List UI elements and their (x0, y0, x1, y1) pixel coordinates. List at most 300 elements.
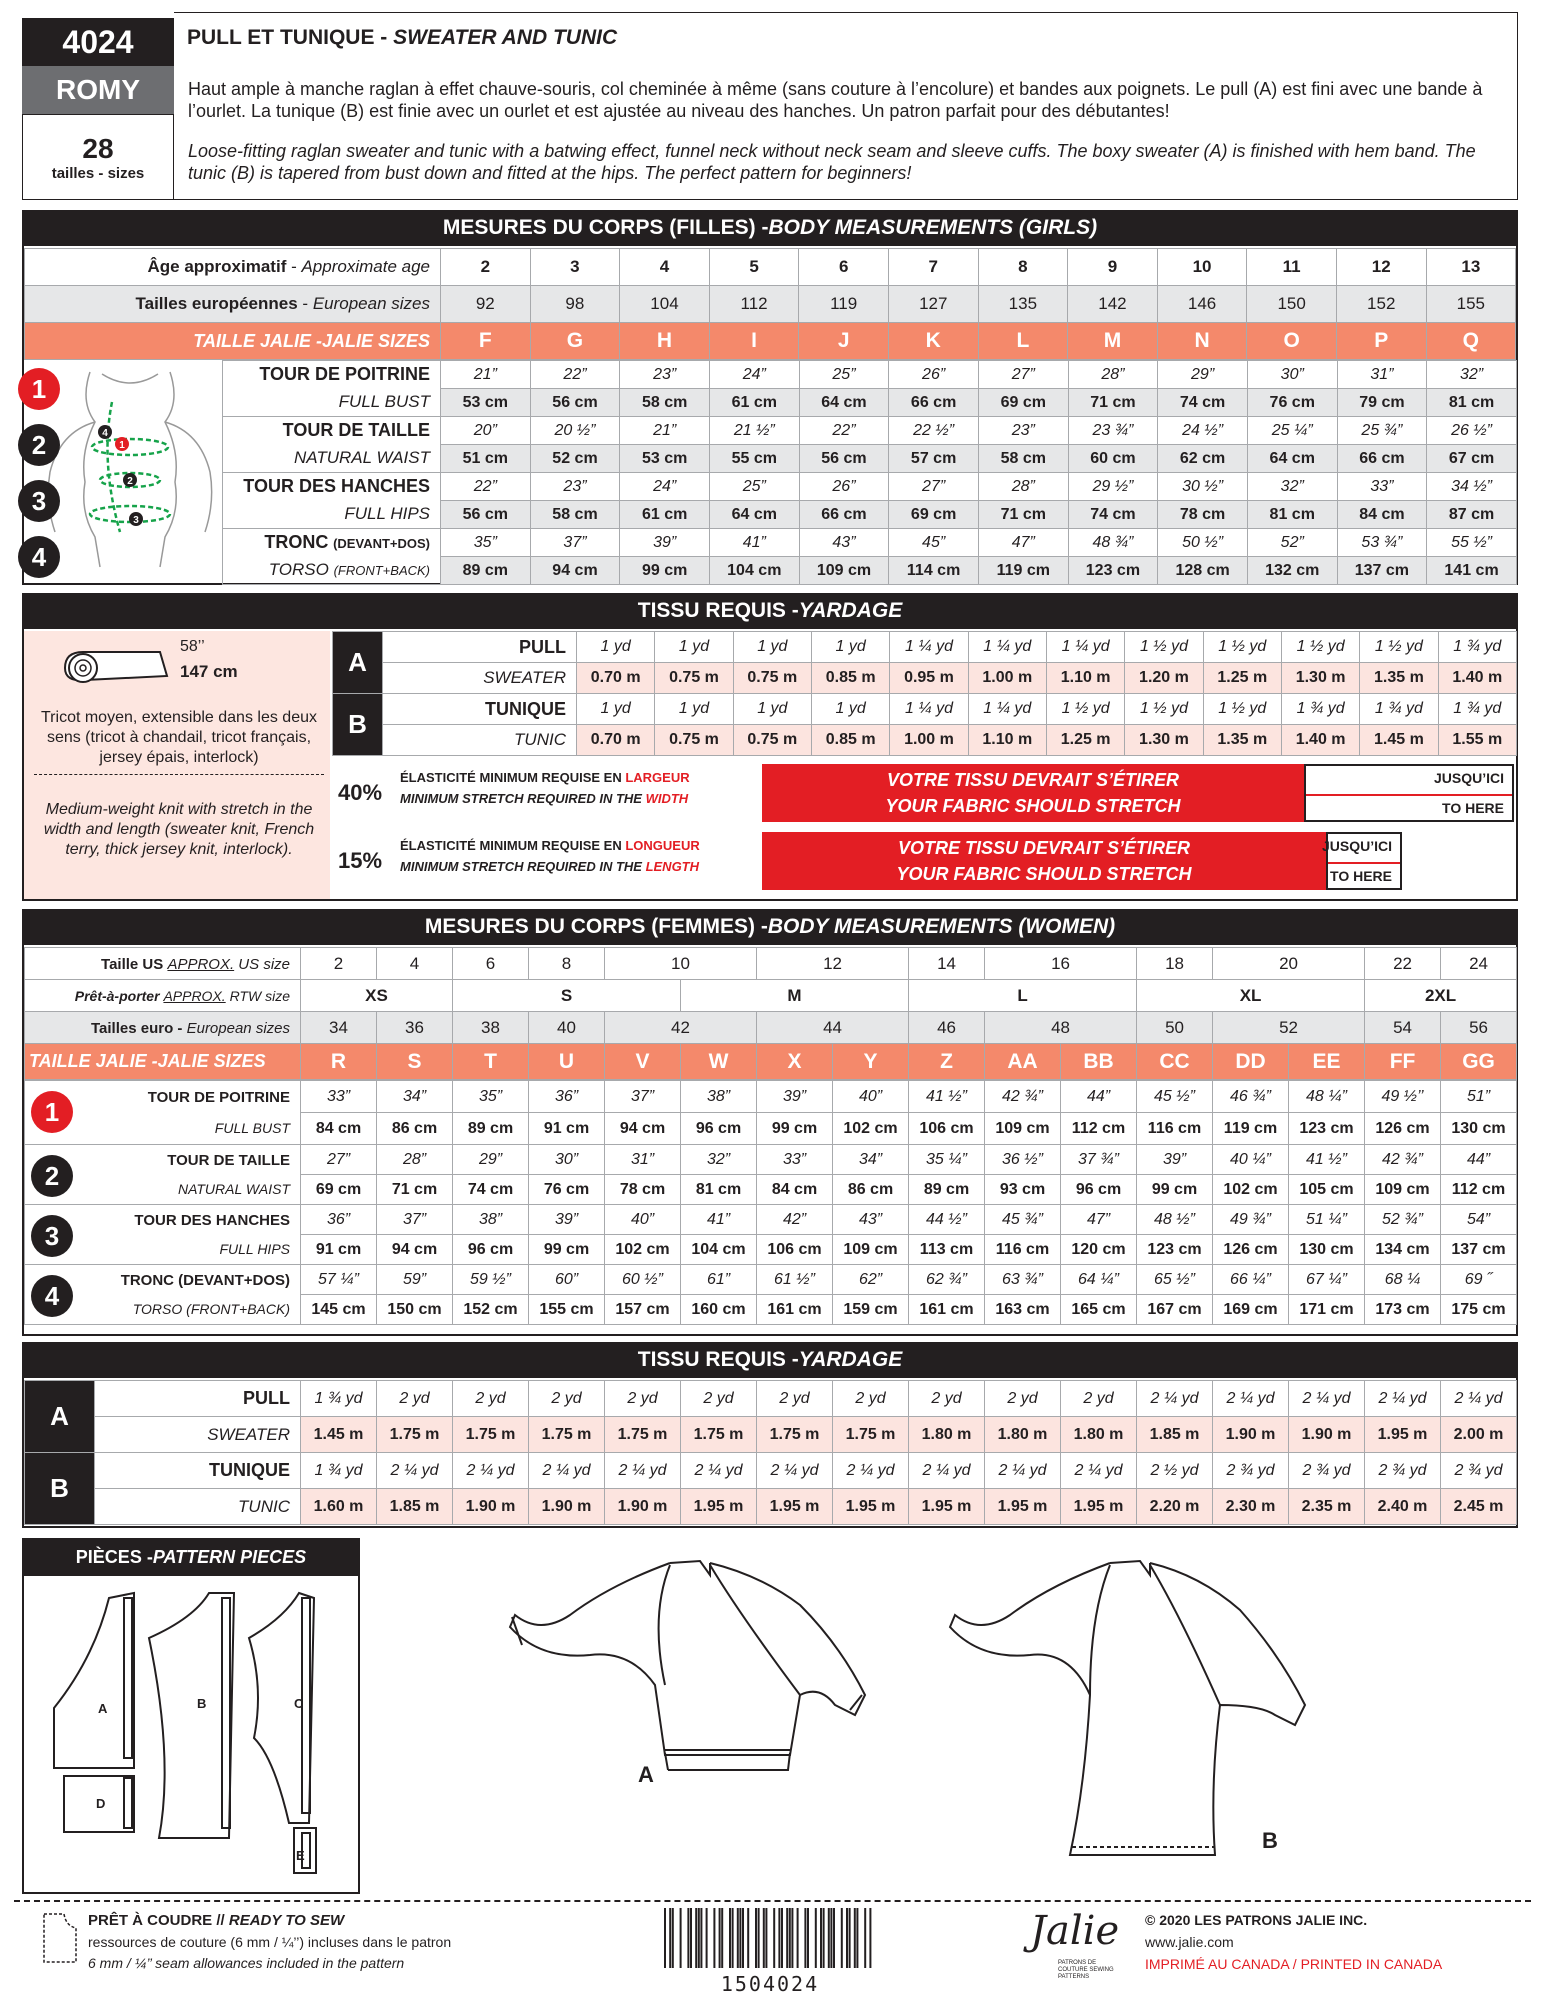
women-yardage-cell: 1.60 m (301, 1489, 377, 1525)
women-jalie-cell: R (301, 1044, 377, 1080)
view-a-label: A (638, 1762, 654, 1787)
women-measure-cell: 47” (1061, 1205, 1137, 1235)
barcode-bar (721, 1908, 723, 1968)
women-yardage-cell: 1 ¾ yd (301, 1381, 377, 1417)
stretch-bar (762, 832, 1326, 890)
women-measure-cell: 38” (453, 1205, 529, 1235)
women-measure-cell: 161 cm (757, 1295, 833, 1325)
stretch-fr: ÉLASTICITÉ MINIMUM REQUISE EN (400, 770, 626, 785)
girls-yardage-cell: 0.85 m (811, 725, 889, 756)
women-euro-cell: 48 (985, 1012, 1137, 1044)
girls-yardage-cell: 1 ¾ yd (1281, 694, 1359, 725)
wy-title-en: YARDAGE (798, 1348, 903, 1371)
women-measure-cell: 44” (1061, 1081, 1137, 1113)
girls-measure-cell: 28” (978, 473, 1068, 501)
girls-measure-cell: 25” (709, 473, 799, 501)
girls-yardage-table (332, 631, 1517, 756)
women-measure-cell: 39” (757, 1081, 833, 1113)
girls-yardage-cell: 0.95 m (890, 663, 968, 694)
women-us-cell: 10 (605, 948, 757, 980)
barcode-bar (672, 1908, 674, 1968)
women-yardage-row (25, 1489, 1517, 1525)
barcode-bar (846, 1908, 848, 1968)
yardage-label-en: SWEATER (207, 1424, 290, 1444)
girls-measurements-title (22, 210, 1518, 246)
women-euro-cell: 36 (377, 1012, 453, 1044)
description-fr: Haut ample à manche raglan à effet chauve-souris, col cheminée à même (sans couture à l’encolure) et bandes aux poignets. Le pull (A) est fini avec une bande à l’ourlet. La tunique (B) est finie avec un ourlet et est ajustée au niveau des hanches. Un patron parfait pour des débutantes! (188, 79, 1483, 121)
girls-jalie-cell: O (1247, 323, 1337, 360)
women-measure-cell: 36 ½” (985, 1145, 1061, 1175)
girls-measure-cell: 52” (1247, 529, 1337, 557)
yardage-label (383, 632, 577, 663)
girls-measure-cell: 132 cm (1247, 557, 1337, 585)
women-rtw-cell: 2XL (1365, 980, 1517, 1012)
girls-yardage-title (22, 593, 1518, 629)
measure-label-en: NATURAL WAIST (177, 1181, 290, 1198)
women-measure-cell: 109 cm (1365, 1175, 1441, 1205)
stretch-text-en (400, 791, 688, 806)
stretch-text-en (400, 859, 699, 874)
women-measure-cell: 54” (1441, 1205, 1517, 1235)
girls-measure-cell: 58 cm (530, 501, 620, 529)
piece-label-b: B (197, 1696, 207, 1711)
girls-measure-cell: 57 cm (889, 445, 979, 473)
girls-yardage-row (333, 694, 1517, 725)
women-measure-cell: 105 cm (1289, 1175, 1365, 1205)
women-measure-cell: 33” (757, 1145, 833, 1175)
girls-measure-cell: 81 cm (1427, 389, 1517, 417)
women-yardage-cell: 2 ¼ yd (757, 1453, 833, 1489)
body-figure-illustration (40, 362, 220, 572)
view-letter: A (25, 1381, 95, 1453)
girls-measure-cell: 23” (530, 473, 620, 501)
girls-title-en: BODY MEASUREMENTS (GIRLS) (768, 216, 1098, 239)
women-measure-cell: 34” (377, 1081, 453, 1113)
description-en: Loose-fitting raglan sweater and tunic with a batwing effect, funnel neck without neck seam and sleeve cuffs. The boxy sweater (A) is finished with hem band. The tunic (B) is tapered from bust down and fitted at the hips. The perfect pattern for beginners! (188, 141, 1476, 183)
women-us-cell: 16 (985, 948, 1137, 980)
arrow-right-icon (1328, 862, 1400, 864)
women-measure-cell: 157 cm (605, 1295, 681, 1325)
women-euro-cell: 54 (1365, 1012, 1441, 1044)
girls-euro-cell: 142 (1068, 286, 1158, 323)
piece-label-d: D (96, 1796, 106, 1811)
seam-allowance-fr: ressources de couture (6 mm / ¼’’) incluses dans le patron (88, 1934, 452, 1950)
stretch-end-en: TO HERE (1330, 868, 1392, 884)
girls-yardage-cell: 1 yd (811, 632, 889, 663)
girls-row-euro (25, 286, 1516, 323)
women-yardage-cell: 2.20 m (1137, 1489, 1213, 1525)
women-size-table (24, 947, 1517, 1080)
women-measure-cell: 99 cm (1137, 1175, 1213, 1205)
girls-yardage-cell: 1 ½ yd (1046, 694, 1124, 725)
women-yardage-cell: 1.85 m (1137, 1417, 1213, 1453)
ready-en: READY TO SEW (228, 1912, 345, 1929)
stretch-en: MINIMUM STRETCH REQUIRED IN THE (400, 791, 646, 806)
women-yardage-cell: 2 ¼ yd (985, 1453, 1061, 1489)
women-measure-cell: 71 cm (377, 1175, 453, 1205)
yardage-label-fr: TUNIQUE (485, 698, 566, 719)
women-measure-cell: 120 cm (1061, 1235, 1137, 1265)
women-measure-cell: 104 cm (681, 1235, 757, 1265)
stretch-end-fr: JUSQU’ICI (1433, 770, 1504, 786)
stretch-fr-highlight: LONGUEUR (625, 838, 700, 853)
yardage-label (95, 1453, 301, 1489)
women-yardage-cell: 2.35 m (1289, 1489, 1365, 1525)
women-row-us (25, 948, 1517, 980)
girls-measure-cell: 24” (620, 473, 710, 501)
girls-yardage-cell: 0.75 m (733, 663, 811, 694)
women-measure-cell: 93 cm (985, 1175, 1061, 1205)
girls-measure-cell: 24 ½” (1158, 417, 1248, 445)
women-measure-cell: 123 cm (1137, 1235, 1213, 1265)
girls-yardage-cell: 0.75 m (733, 725, 811, 756)
girls-measure-cell: 56 cm (530, 389, 620, 417)
women-euro-cell: 40 (529, 1012, 605, 1044)
stretch-en: MINIMUM STRETCH REQUIRED IN THE (400, 859, 646, 874)
barcode-bar (797, 1908, 799, 1968)
women-measure-row (25, 1145, 1517, 1175)
girls-measure-cell: 33” (1337, 473, 1427, 501)
women-yardage-cell: 2 ¾ yd (1289, 1453, 1365, 1489)
barcode-bar (664, 1908, 666, 1968)
women-measure-cell: 41” (681, 1205, 757, 1235)
wy-title-fr: TISSU REQUIS - (637, 1348, 799, 1371)
measure-label-en-small: (FRONT+BACK) (333, 563, 430, 579)
women-yardage-cell: 1.75 m (757, 1417, 833, 1453)
measure-label (25, 1113, 301, 1145)
girls-yardage-cell: 1.45 m (1360, 725, 1438, 756)
girls-measure-cell: 89 cm (441, 557, 531, 585)
women-measure-cell: 40” (833, 1081, 909, 1113)
girls-measure-cell: 66 cm (799, 501, 889, 529)
women-measure-cell: 112 cm (1061, 1113, 1137, 1145)
girls-jalie-cell: Q (1426, 323, 1516, 360)
women-rtw-cell: S (453, 980, 681, 1012)
girls-ages-cell: 11 (1247, 249, 1337, 286)
barcode-bar (807, 1908, 809, 1968)
women-measure-cell: 49 ½’’ (1365, 1081, 1441, 1113)
women-yardage-cell: 2 yd (605, 1381, 681, 1417)
girls-measure-cell: 71 cm (1068, 389, 1158, 417)
jalie-logo: Jalie (1030, 1908, 1120, 1954)
measure-label-en: FULL BUST (214, 1120, 290, 1137)
women-rtw-cell: M (681, 980, 909, 1012)
barcode-bar (778, 1908, 780, 1968)
women-measure-cell: 130 cm (1441, 1113, 1517, 1145)
yardage-label (95, 1489, 301, 1525)
women-yardage-cell: 2.30 m (1213, 1489, 1289, 1525)
measure-label (223, 389, 441, 417)
us-label-approx: APPROX. (167, 955, 235, 973)
women-yardage-cell: 1.90 m (453, 1489, 529, 1525)
girls-measure-row (223, 501, 1517, 529)
girls-yardage-cell: 1 ½ yd (1125, 694, 1203, 725)
sizes-count-box (22, 114, 174, 200)
row-label: Tailles européennes - European sizes (25, 286, 441, 323)
women-measure-cell: 39” (1137, 1145, 1213, 1175)
title-en: SWEATER AND TUNIC (393, 26, 618, 49)
women-measure-cell: 91 cm (301, 1235, 377, 1265)
barcode-bar (804, 1908, 806, 1968)
website[interactable]: www.jalie.com (1145, 1934, 1234, 1950)
measure-label-en: FULL HIPS (344, 504, 430, 524)
girls-measure-cell: 30” (1247, 361, 1337, 389)
women-jalie-cell: U (529, 1044, 605, 1080)
euro-label-en: European sizes (186, 1019, 290, 1037)
women-measure-cell: 102 cm (605, 1235, 681, 1265)
yardage-label-fr: PULL (519, 636, 566, 657)
women-measure-cell: 41 ½” (1289, 1145, 1365, 1175)
measure-number-icon: 1 (31, 1091, 73, 1133)
women-measure-cell: 113 cm (909, 1235, 985, 1265)
women-measure-cell: 126 cm (1213, 1235, 1289, 1265)
gy-title-en: YARDAGE (798, 599, 903, 622)
girls-row-jalie (25, 323, 1516, 360)
girls-yardage-cell: 1.30 m (1281, 663, 1359, 694)
girls-yardage-cell: 1.00 m (968, 663, 1046, 694)
girls-yardage-cell: 1 ¾ yd (1438, 632, 1516, 663)
girls-size-table (24, 248, 1516, 360)
row-label: TAILLE JALIE -JALIE SIZES (25, 323, 441, 360)
women-measure-cell: 150 cm (377, 1295, 453, 1325)
girls-yardage-cell: 1.35 m (1360, 663, 1438, 694)
girls-yardage-cell: 0.75 m (655, 725, 733, 756)
barcode-bar (841, 1908, 843, 1968)
women-yardage-cell: 1.95 m (833, 1489, 909, 1525)
women-measure-cell: 116 cm (985, 1235, 1061, 1265)
women-measure-cell: 91 cm (529, 1113, 605, 1145)
row-label (25, 1012, 301, 1044)
women-measure-cell: 65 ½” (1137, 1265, 1213, 1295)
barcode-bar (830, 1908, 832, 1968)
pattern-piece-icon (40, 1910, 80, 1966)
women-measure-cell: 69 cm (301, 1175, 377, 1205)
measure-label-en: TORSO (FRONT+BACK) (132, 1301, 290, 1318)
women-measure-cell: 130 cm (1289, 1235, 1365, 1265)
barcode-bar (732, 1908, 734, 1968)
girls-measure-cell: 74 cm (1068, 501, 1158, 529)
girls-jalie-cell: G (530, 323, 620, 360)
yardage-label (95, 1381, 301, 1417)
jalie-logo-subtitle: PATRONS DE COUTURE SEWING PATTERNS (1058, 1960, 1114, 1980)
measure-label-fr: TOUR DE TAILLE (282, 420, 430, 441)
girls-ages-cell: 13 (1426, 249, 1516, 286)
women-measure-cell: 78 cm (605, 1175, 681, 1205)
barcode-bar (791, 1908, 793, 1968)
girls-euro-cell: 146 (1157, 286, 1247, 323)
girls-yardage-cell: 0.85 m (811, 663, 889, 694)
women-us-cell: 8 (529, 948, 605, 980)
women-yardage-cell: 2 ¼ yd (453, 1453, 529, 1489)
women-yardage-cell: 2 yd (681, 1381, 757, 1417)
women-euro-cell: 50 (1137, 1012, 1213, 1044)
women-yardage-cell: 2 ¼ yd (1441, 1381, 1517, 1417)
women-measure-row (25, 1113, 1517, 1145)
women-row-euro (25, 1012, 1517, 1044)
girls-measure-cell: 26” (799, 473, 889, 501)
women-jalie-cell: Z (909, 1044, 985, 1080)
women-yardage-cell: 2 yd (757, 1381, 833, 1417)
measure-number-icon: 2 (18, 424, 60, 466)
women-jalie-cell: AA (985, 1044, 1061, 1080)
women-us-cell: 2 (301, 948, 377, 980)
girls-measure-cell: 84 cm (1337, 501, 1427, 529)
printed-in-canada: IMPRIMÉ AU CANADA / PRINTED IN CANADA (1145, 1956, 1443, 1972)
women-rtw-cell: L (909, 980, 1137, 1012)
women-measure-cell: 51” (1441, 1081, 1517, 1113)
girls-measure-cell: 62 cm (1158, 445, 1248, 473)
girls-measure-cell: 21 ½” (709, 417, 799, 445)
stretch-text-fr (400, 770, 690, 785)
girls-measure-cell: 25 ¼” (1247, 417, 1337, 445)
barcode-bar (690, 1908, 692, 1968)
girls-ages-cell: 4 (620, 249, 710, 286)
barcode-bar (833, 1908, 835, 1968)
girls-yardage-cell: 1.00 m (890, 725, 968, 756)
measure-label-fr: TOUR DE POITRINE (259, 364, 430, 385)
women-measure-cell: 31” (605, 1145, 681, 1175)
women-measurements-table (24, 1080, 1517, 1325)
measure-label-en: NATURAL WAIST (293, 448, 430, 468)
women-yardage-cell: 1.75 m (833, 1417, 909, 1453)
girls-yardage-cell: 1 ¾ yd (1438, 694, 1516, 725)
women-measure-cell: 30” (529, 1145, 605, 1175)
measure-number-icon: 2 (31, 1155, 73, 1197)
row-label (25, 948, 301, 980)
girls-measure-cell: 26” (889, 361, 979, 389)
women-measure-cell: 74 cm (453, 1175, 529, 1205)
women-euro-cell: 38 (453, 1012, 529, 1044)
girls-measure-cell: 66 cm (889, 389, 979, 417)
girls-yardage-cell: 1 ¾ yd (1360, 694, 1438, 725)
women-measure-cell: 66 ¼” (1213, 1265, 1289, 1295)
women-yardage-cell: 1.80 m (1061, 1417, 1137, 1453)
women-jalie-cell: T (453, 1044, 529, 1080)
girls-yardage-cell: 1 ¼ yd (890, 632, 968, 663)
women-yardage-cell: 2 ¼ yd (909, 1453, 985, 1489)
women-measure-cell: 45 ½” (1137, 1081, 1213, 1113)
tunic-illustration (940, 1555, 1320, 1865)
stretch-en-highlight: WIDTH (645, 791, 689, 806)
women-measure-row (25, 1295, 1517, 1325)
women-measure-cell: 42 ¾” (1365, 1145, 1441, 1175)
women-measure-cell: 61 ½” (757, 1265, 833, 1295)
row-label: TAILLE JALIE -JALIE SIZES (25, 1044, 301, 1080)
girls-measure-cell: 22” (799, 417, 889, 445)
ready-to-sew (88, 1912, 344, 1929)
women-measure-cell: 134 cm (1365, 1235, 1441, 1265)
row-label-en: Approximate age (301, 257, 430, 276)
measure-label-fr: TOUR DES HANCHES (243, 476, 430, 497)
women-measure-cell: 159 cm (833, 1295, 909, 1325)
girls-measure-cell: 43” (799, 529, 889, 557)
girls-ages-cell: 8 (978, 249, 1068, 286)
girls-yardage-row (333, 725, 1517, 756)
women-jalie-cell: X (757, 1044, 833, 1080)
measure-number-icon: 3 (18, 480, 60, 522)
girls-measure-cell: 99 cm (620, 557, 710, 585)
view-letter: A (333, 632, 383, 694)
women-measure-cell: 169 cm (1213, 1295, 1289, 1325)
barcode-bar (765, 1908, 767, 1968)
girls-measure-cell: 25” (799, 361, 889, 389)
girls-measure-cell: 37” (530, 529, 620, 557)
women-measure-cell: 69 ˝ (1441, 1265, 1517, 1295)
girls-measure-cell: 29” (1158, 361, 1248, 389)
women-measure-cell: 155 cm (529, 1295, 605, 1325)
barcode-number: 1504024 (720, 1972, 820, 1996)
barcode-bar (763, 1908, 765, 1968)
women-us-cell: 6 (453, 948, 529, 980)
women-measure-cell: 94 cm (605, 1113, 681, 1145)
women-yardage-cell: 1.85 m (377, 1489, 453, 1525)
women-yardage-cell: 2 ¾ yd (1213, 1453, 1289, 1489)
girls-measure-cell: 55 ½” (1427, 529, 1517, 557)
women-yardage-cell: 2 ¼ yd (681, 1453, 757, 1489)
women-measure-cell: 51 ¼” (1289, 1205, 1365, 1235)
women-measure-cell: 63 ¾” (985, 1265, 1061, 1295)
stretch-bar-en: YOUR FABRIC SHOULD STRETCH (885, 796, 1181, 816)
women-measure-row (25, 1175, 1517, 1205)
women-yardage-row (25, 1417, 1517, 1453)
measure-label (25, 1295, 301, 1325)
yardage-label-en: TUNIC (238, 1496, 290, 1516)
pattern-pieces-title (22, 1538, 360, 1576)
women-measure-cell: 42” (757, 1205, 833, 1235)
women-measure-cell: 106 cm (757, 1235, 833, 1265)
girls-measure-cell: 69 cm (889, 501, 979, 529)
girls-euro-cell: 92 (441, 286, 531, 323)
yardage-label (383, 663, 577, 694)
women-measure-cell: 84 cm (757, 1175, 833, 1205)
girls-measure-cell: 128 cm (1158, 557, 1248, 585)
women-measure-cell: 99 cm (757, 1113, 833, 1145)
girls-jalie-cell: I (709, 323, 799, 360)
barcode-bar (719, 1908, 721, 1968)
us-label-en: US size (234, 955, 290, 973)
women-measurements-title (22, 909, 1518, 945)
women-yardage-cell: 1.75 m (377, 1417, 453, 1453)
measure-number-icon: 1 (18, 368, 60, 410)
stretch-bar-fr: VOTRE TISSU DEVRAIT S’ÉTIRER (886, 770, 1180, 790)
women-yardage-row (25, 1381, 1517, 1417)
women-measure-cell: 45 ¾” (985, 1205, 1061, 1235)
pattern-title (187, 26, 617, 50)
rtw-label-approx: APPROX. (163, 987, 226, 1004)
measure-label-fr-small: (DEVANT+DOS) (333, 536, 430, 552)
svg-text:1: 1 (119, 440, 125, 451)
row-label-fr: Âge approximatif (147, 257, 287, 276)
barcode-bar (786, 1908, 788, 1968)
barcode-bar (706, 1908, 708, 1968)
girls-measure-cell: 141 cm (1427, 557, 1517, 585)
girls-measure-cell: 29 ½” (1068, 473, 1158, 501)
piece-label-e: E (296, 1848, 305, 1863)
girls-measure-cell: 123 cm (1068, 557, 1158, 585)
barcode-bar (713, 1908, 715, 1968)
girls-measure-cell: 119 cm (978, 557, 1068, 585)
euro-label-fr: Tailles euro - (91, 1019, 187, 1037)
women-yardage-cell: 2 yd (529, 1381, 605, 1417)
girls-yardage-cell: 1.30 m (1125, 725, 1203, 756)
girls-measure-cell: 109 cm (799, 557, 889, 585)
yardage-label (383, 725, 577, 756)
women-yardage-cell: 2 ¼ yd (833, 1453, 909, 1489)
women-euro-cell: 52 (1213, 1012, 1365, 1044)
women-yardage-table (24, 1380, 1517, 1525)
girls-yardage-cell: 1 yd (577, 632, 655, 663)
barcode-bar (755, 1908, 757, 1968)
